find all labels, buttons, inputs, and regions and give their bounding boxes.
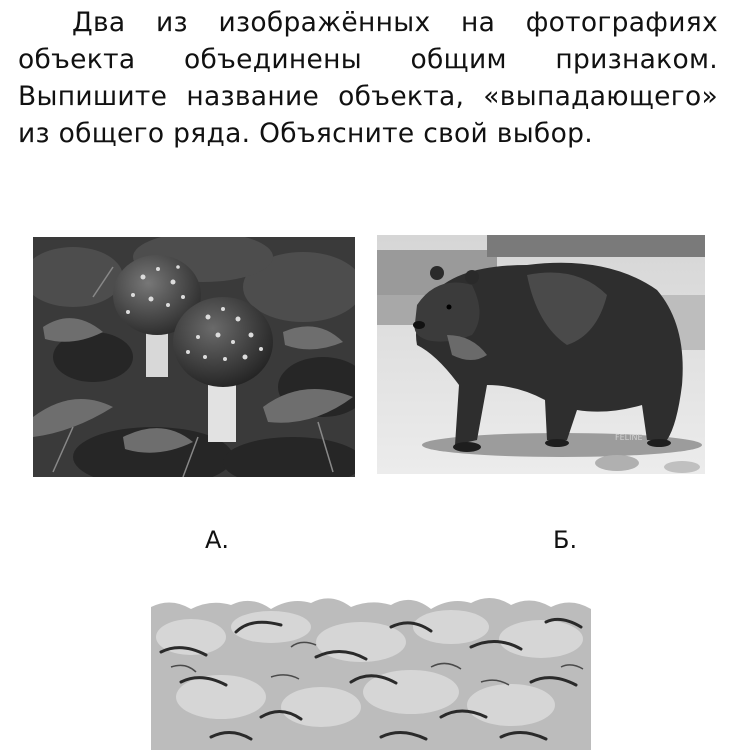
task-text-content: Два из изображённых на фотографиях объекта объединены общим признаком. Выпишите название объекта, «выпадающего» из общего ряда. Объясните свой выбор. (18, 7, 718, 149)
photo-mushrooms (33, 237, 355, 477)
photo-watermark: FELINE (615, 433, 643, 442)
photo-bear (377, 235, 705, 474)
caption-b: Б. (553, 526, 578, 554)
task-text (18, 4, 718, 152)
photo-lichen (151, 587, 591, 750)
caption-a: А. (205, 526, 230, 554)
